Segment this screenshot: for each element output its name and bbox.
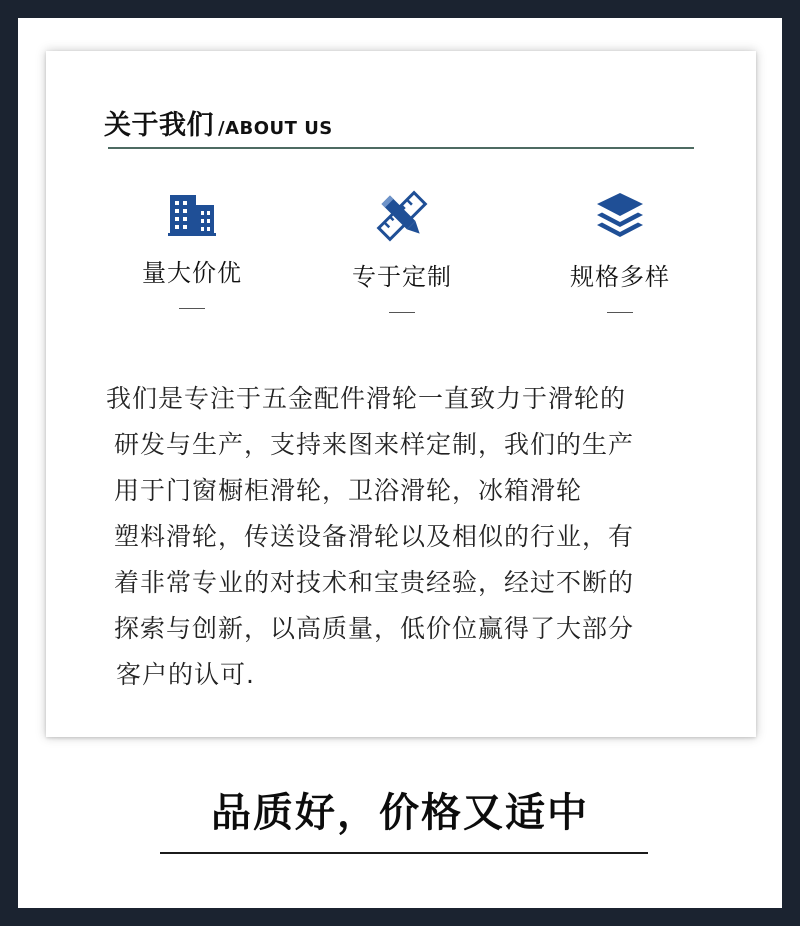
about-title: 关于我们 [104, 110, 214, 141]
feature-dash [389, 312, 415, 313]
feature-variety [530, 191, 710, 313]
feature-dash [607, 312, 633, 313]
building-icon [166, 187, 218, 239]
layers-icon [593, 191, 647, 243]
description-line: 用于门窗橱柜滑轮，卫浴滑轮，冰箱滑轮 [114, 476, 583, 505]
header-divider [108, 147, 694, 149]
feature-label: 专于定制 [352, 263, 452, 291]
description-line: 着非常专业的对技术和宝贵经验，经过不断的 [114, 568, 635, 597]
feature-value-price [102, 187, 282, 309]
description-line: 我们是专注于五金配件滑轮一直致力于滑轮的 [106, 384, 627, 413]
feature-customization [312, 189, 492, 313]
about-subtitle: /ABOUT US [218, 118, 333, 139]
feature-label: 量大价优 [142, 259, 242, 287]
pencil-ruler-icon [375, 189, 429, 243]
feature-label: 规格多样 [570, 263, 670, 291]
description-line: 探索与创新，以高质量，低价位赢得了大部分 [114, 614, 635, 643]
page-frame [18, 18, 782, 908]
slogan-underline [160, 852, 648, 854]
feature-dash [179, 308, 205, 309]
slogan-heading: 品质好，价格又适中 [211, 790, 589, 836]
about-header [104, 103, 333, 142]
description-line: 客户的认可. [116, 660, 255, 689]
description-line: 塑料滑轮，传送设备滑轮以及相似的行业，有 [114, 522, 635, 551]
company-description [106, 376, 716, 698]
description-line: 研发与生产，支持来图来样定制，我们的生产 [114, 430, 635, 459]
about-card [46, 51, 756, 737]
